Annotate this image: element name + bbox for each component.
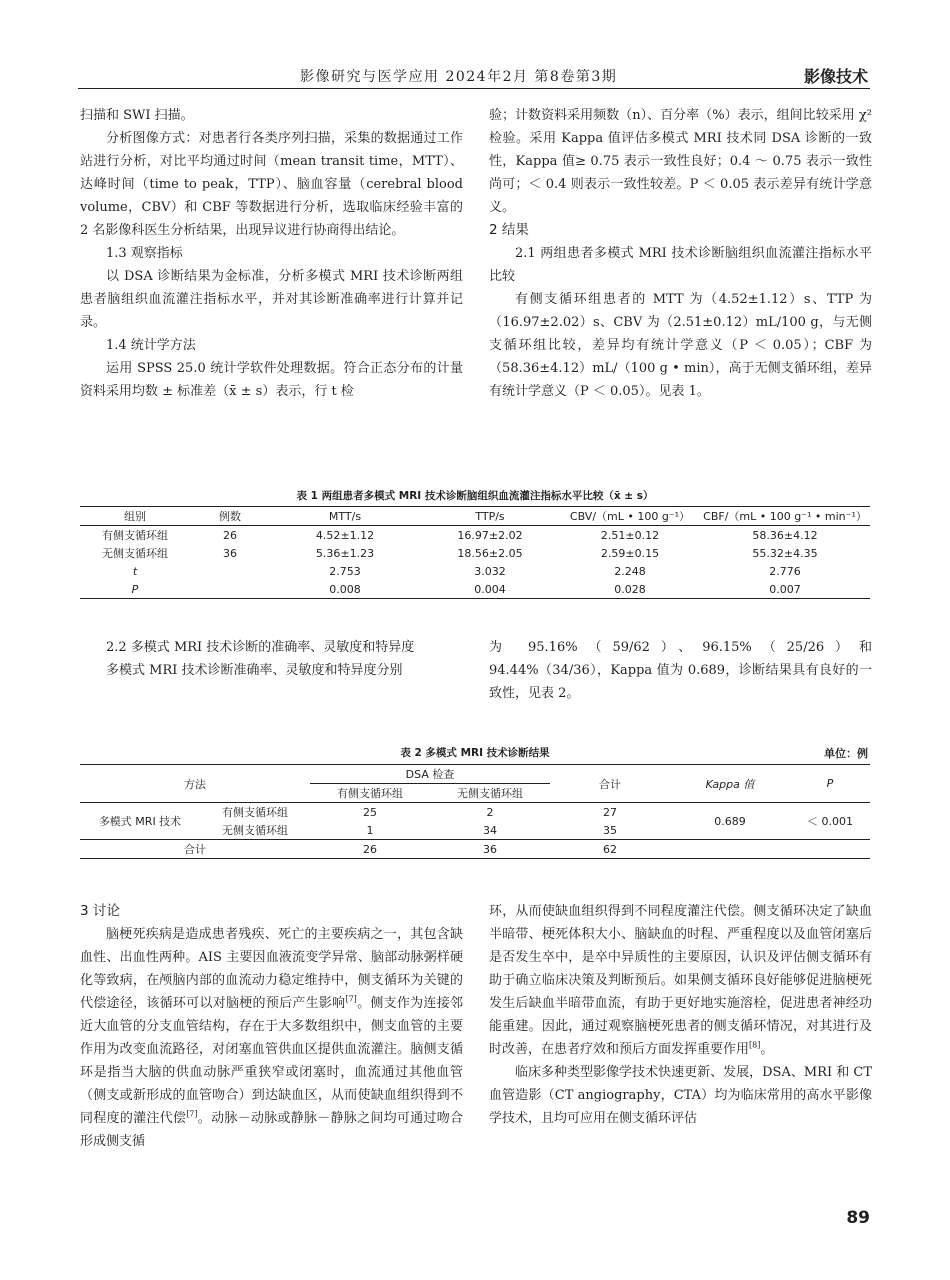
table-cell: ＜ 0.001	[807, 815, 853, 828]
citation: [8]	[749, 1040, 761, 1050]
header-rule	[78, 88, 870, 89]
table-cell: P	[80, 580, 190, 599]
table-cell: 无侧支循环组	[222, 824, 288, 837]
table-cell: 36	[430, 840, 550, 859]
paragraph: 多模式 MRI 技术诊断准确率、灵敏度和特异度分别	[106, 663, 403, 678]
table1-header: 组别	[80, 507, 190, 526]
table-cell: 2	[486, 805, 494, 819]
table2-caption: 表 2 多模式 MRI 技术诊断结果	[400, 747, 550, 759]
paragraph: 临床多种类型影像学技术快速更新、发展，DSA、MRI 和 CT 血管造影（CT angiography，CTA）均为临床常用的高水平影像学技术，且均可应用在侧支循环评估	[489, 1065, 872, 1126]
section-heading: 1.4 统计学方法	[106, 338, 196, 353]
table-cell: 58.36±4.12	[752, 528, 818, 542]
table-cell: 4.52±1.12	[315, 528, 375, 542]
section-heading: 2.2 多模式 MRI 技术诊断的准确率、灵敏度和特异度	[106, 640, 415, 655]
table-cell: 合计	[80, 840, 310, 859]
left-column-mid	[80, 636, 463, 682]
table-cell: 2.753	[329, 564, 361, 578]
citation: [7]	[345, 994, 357, 1004]
table-cell: 27	[603, 805, 617, 819]
table-cell: 无侧支循环组	[102, 547, 168, 560]
paragraph: 分析图像方式：对患者行各类序列扫描，采集的数据通过工作站进行分析，对比平均通过时间（mean transit time，MTT）、达峰时间（time to peak，TTP）、脑血容量（cerebral blood volume，CBV）和 CBF 等数据进行分析，选取临床经验丰富的 2 名影像科医生分析结果，出现异议进行协商得出结论。	[80, 131, 463, 238]
left-column-top	[80, 104, 463, 403]
table-row	[80, 840, 870, 859]
table-cell: 多模式 MRI 技术	[98, 815, 182, 828]
paragraph: 运用 SPSS 25.0 统计学软件处理数据。符合正态分布的计量资料采用均数 ± 标准差（x̄ ± s）表示，行 t 检	[80, 361, 463, 399]
table2	[80, 764, 870, 859]
table-row	[80, 544, 870, 562]
table1-header: 例数	[190, 507, 270, 526]
table1-header: CBF/（mL • 100 g⁻¹ • min⁻¹）	[700, 507, 870, 526]
table-cell: 0.008	[270, 580, 420, 599]
section-heading: 3 讨论	[80, 903, 120, 919]
table-cell: t	[132, 564, 138, 578]
table-cell: 55.32±4.35	[752, 546, 818, 560]
paragraph: 有侧支循环组患者的 MTT 为（4.52±1.12）s、TTP 为（16.97±2.02）s、CBV 为（2.51±0.12）mL/100 g，与无侧支循环组比较，差异均有统计学意义（P ＜ 0.05）；CBF 为（58.36±4.12）mL/（100 g • min），高于无侧支循环组，差异有统计学意义（P ＜ 0.05）。见表 1。	[489, 292, 872, 399]
table-cell: 25	[363, 805, 377, 819]
table-cell: 36	[223, 546, 237, 560]
table-cell: 16.97±2.02	[457, 528, 523, 542]
table2-header: 合计	[550, 765, 670, 803]
table2-header: Kappa 值	[670, 765, 790, 803]
section-heading: 2.1 两组患者多模式 MRI 技术诊断脑组织血流灌注指标水平比较	[489, 246, 872, 284]
table-cell: 5.36±1.23	[315, 546, 375, 560]
table1-header: TTP/s	[420, 507, 560, 526]
paragraph: 扫描和 SWI 扫描。	[80, 108, 194, 123]
table-cell: 35	[603, 823, 617, 837]
table-cell: 0.007	[700, 580, 870, 599]
table-cell: 26	[223, 528, 237, 542]
left-column-bottom	[80, 900, 463, 1153]
table-row	[80, 803, 870, 822]
table2-header: P	[790, 765, 870, 803]
table-cell: 有侧支循环组	[222, 806, 288, 819]
table-row	[80, 526, 870, 545]
paragraph: 环，从而使缺血组织得到不同程度灌注代偿。侧支循环决定了缺血半暗带、梗死体积大小、脑缺血的时程、严重程度以及血管闭塞后是否发生卒中，是卒中异质性的主要原因，认识及评估侧支循环有助于确立临床决策及判断预后。如果侧支循环良好能够促进脑梗死发生后缺血半暗带血流，有助于更好地实施溶栓，促进患者神经功能重建。因此，通过观察脑梗死患者的侧支循环情况，对其进行及时改善，在患者疗效和预后方面发挥重要作用[8]。	[489, 904, 872, 1057]
table-cell: 18.56±2.05	[457, 546, 523, 560]
table-cell: 26	[310, 840, 430, 859]
table2-header: 方法	[80, 765, 310, 803]
section-brand: 影像技术	[803, 67, 868, 86]
table1-caption: 表 1 两组患者多模式 MRI 技术诊断脑组织血流灌注指标水平比较（x̄ ± s）	[296, 490, 654, 502]
table-row	[80, 562, 870, 580]
right-column-bottom	[489, 900, 872, 1130]
page-number: 89	[846, 1208, 870, 1228]
paragraph: 为 95.16%（59/62）、96.15%（25/26）和 94.44%（34/36），Kappa 值为 0.689，诊断结果具有良好的一致性，见表 2。	[489, 640, 872, 701]
table-cell: 2.59±0.15	[600, 546, 660, 560]
table-cell: 0.004	[420, 580, 560, 599]
table2-header: DSA 检查	[310, 765, 550, 784]
section-heading: 2 结果	[489, 222, 529, 238]
table1-header: MTT/s	[270, 507, 420, 526]
table-cell: 2.776	[769, 564, 801, 578]
table-cell: 0.689	[714, 814, 746, 828]
citation: [7]	[186, 1109, 198, 1119]
table-cell	[190, 580, 270, 599]
journal-header: 影像研究与医学应用 2024年2月 第8卷第3期	[300, 69, 618, 85]
table-cell	[190, 562, 270, 580]
table-row	[80, 580, 870, 599]
table-cell: 有侧支循环组	[102, 529, 168, 542]
paragraph: 验；计数资料采用频数（n）、百分率（%）表示，组间比较采用 χ² 检验。采用 Kappa 值评估多模式 MRI 技术同 DSA 诊断的一致性，Kappa 值≥ 0.75 表示一致性良好；0.4 ～ 0.75 表示一致性尚可；＜ 0.4 则表示一致性较差。P ＜ 0.05 表示差异有统计学意义。	[489, 108, 872, 215]
table-cell: 62	[550, 840, 670, 859]
table1-header: CBV/（mL • 100 g⁻¹）	[560, 507, 700, 526]
right-column-mid	[489, 636, 872, 705]
table-cell: 2.51±0.12	[600, 528, 660, 542]
table1	[80, 506, 870, 599]
table-cell: 2.248	[614, 564, 646, 578]
right-column-top	[489, 104, 872, 403]
paragraph: 以 DSA 诊断结果为金标准，分析多模式 MRI 技术诊断两组患者脑组织血流灌注指标水平，并对其诊断准确率进行计算并记录。	[80, 269, 463, 330]
table2-unit: 单位：例	[824, 747, 868, 760]
table-cell: 1	[366, 823, 374, 837]
section-heading: 1.3 观察指标	[106, 246, 183, 261]
table2-header: 有侧支循环组	[310, 784, 430, 803]
table2-header: 无侧支循环组	[430, 784, 550, 803]
paragraph: 脑梗死疾病是造成患者残疾、死亡的主要疾病之一，其包含缺血性、出血性两种。AIS 主要因血液流变学异常、脑部动脉粥样硬化等致病，在颅脑内部的血流动力稳定维持中，侧支循环为关键的代偿途径，该循环可以对脑梗的预后产生影响[7]。侧支作为连接邻近大血管的分支血管结构，存在于大多数组织中，侧支血管的主要作用为改变血流路径，对闭塞血管供血区提供血流灌注。脑侧支循环是指当大脑的供血动脉严重狭窄或闭塞时，血流通过其他血管（侧支或新形成的血管吻合）到达缺血区，从而使缺血组织得到不同程度的灌注代偿[7]。动脉－动脉或静脉－静脉之间均可通过吻合形成侧支循	[80, 927, 463, 1149]
table-cell: 0.028	[560, 580, 700, 599]
table-cell: 3.032	[474, 564, 506, 578]
table-cell: 34	[483, 823, 497, 837]
